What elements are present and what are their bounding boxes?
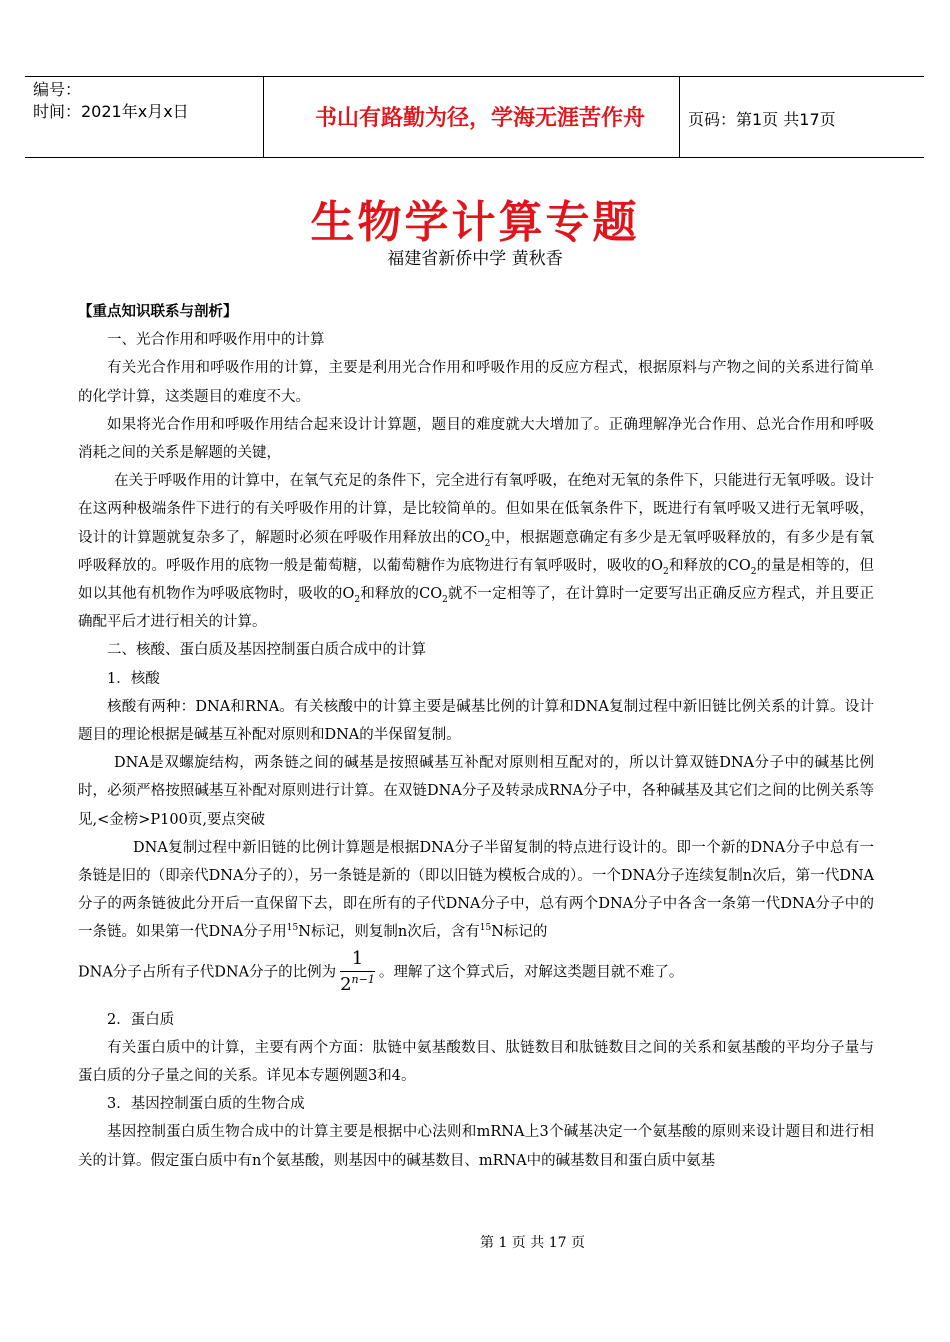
document-author: 福建省新侨中学 黄秋香: [387, 249, 563, 269]
paragraph: 有关光合作用和呼吸作用的计算，主要是利用光合作用和呼吸作用的反应方程式，根据原料与产物之间的关系进行简单的化学计算，这类题目的难度不大。: [78, 360, 874, 405]
fraction-formula: $\frac{1}{2^{n-1}}$: [340, 947, 375, 995]
header-motto: 书山有路勤为径，学海无涯苦作舟: [314, 106, 645, 131]
paragraph-respiration: 在关于呼吸作用的计算中，在氧气充足的条件下，完全进行有氧呼吸，在绝对无氧的条件下，只能进行无氧呼吸。设计在这两种极端条件下进行的有关呼吸作用的计算，是比较简单的。但如果在低氧条件下，既进行有氧呼吸又进行无氧呼吸，设计的计算题就复杂多了，解题时必须在呼吸作用释放出的$CO_2$中，根据题意确定有多少是无氧呼吸释放的，有多少是有氧呼吸释放的。呼吸作用的底物一般是葡萄糖，以葡萄糖作为底物进行有氧呼吸时，吸收的$O_2$和释放的$CO_2$的量是相等的，但如以其他有机物作为呼吸底物时，吸收的$O_2$和释放的$CO_2$就不一定相等了，在计算时一定要写出正确反应方程式，并且要正确配平后才进行相关的计算。: [78, 473, 875, 631]
section-heading: 【重点知识联系与剖析】: [78, 304, 238, 320]
header-meta: [33, 79, 263, 123]
paragraph-ratio: DNA分子占所有子代DNA分子的比例为 $\frac{1}{2^{n-1}}$ 。理解了这个算式后，对解这类题目就不难了。: [78, 947, 874, 998]
document-body: [78, 298, 874, 1175]
subheading-protein: 2．蛋白质: [107, 1011, 175, 1028]
header-number-label: 编号：: [33, 80, 82, 99]
header-time-label: 时间：2021年x月x日: [33, 102, 189, 121]
subheading-nucleic-acid: 1．核酸: [107, 670, 160, 687]
paragraph: DNA是双螺旋结构，两条链之间的碱基是按照碱基互补配对原则相互配对的，所以计算双链DNA分子中的碱基比例时，必须严格按照碱基互补配对原则进行计算。在双链DNA分子及转录成RNA分子中，各种碱基及其它们之间的比例关系等见,<金榜>P100页,要点突破: [78, 755, 874, 828]
page-footer: 第 1 页 共 17 页: [480, 1235, 585, 1251]
subheading-gene-expression: 3．基因控制蛋白质的生物合成: [107, 1096, 305, 1113]
document-title: 生物学计算专题: [310, 197, 640, 248]
heading-nucleic-protein: 二、核酸、蛋白质及基因控制蛋白质合成中的计算: [107, 642, 426, 659]
header-divider-right: [679, 77, 680, 157]
header-page-info: 页码：第1页 共17页: [688, 110, 836, 129]
paragraph: 如果将光合作用和呼吸作用结合起来设计计算题，题目的难度就大大增加了。正确理解净光合作用、总光合作用和呼吸消耗之间的关系是解题的关键，: [78, 416, 874, 462]
paragraph: 基因控制蛋白质生物合成中的计算主要是根据中心法则和mRNA上3个碱基决定一个氨基酸的原则来设计题目和进行相关的计算。假定蛋白质中有n个氨基酸，则基因中的碱基数目、mRNA中的碱基数目和蛋白质中氨基: [78, 1124, 874, 1169]
paragraph: 有关蛋白质中的计算，主要有两个方面：肽链中氨基酸数目、肽链数目和肽链数目之间的关系和氨基酸的平均分子量与蛋白质的分子量之间的关系。详见本专题例题3和4。: [78, 1039, 874, 1085]
paragraph: 核酸有两种：DNA和RNA。有关核酸中的计算主要是碱基比例的计算和DNA复制过程中新旧链比例关系的计算。设计题目的理论根据是碱基互补配对原则和DNA的半保留复制。: [78, 698, 874, 744]
paragraph-dna-replication: DNA复制过程中新旧链的比例计算题是根据DNA分子半留复制的特点进行设计的。即一个新的DNA分子中总有一条链是旧的（即亲代DNA分子的），另一条链是新的（即以旧链为模板合成的）。一个DNA分子连续复制n次后，第一代DNA分子的两条链彼此分开后一直保留下去，即在所有的子代DNA分子中，总有两个DNA分子中各含一条第一代DNA分子中的一条链。如果第一代DNA分子用$^{15}$N标记，则复制n次后，含有$^{15}$N标记的: [78, 839, 874, 941]
heading-photosynthesis: 一、光合作用和呼吸作用中的计算: [107, 332, 325, 349]
document-header: [25, 76, 924, 158]
header-divider-left: [263, 77, 264, 157]
